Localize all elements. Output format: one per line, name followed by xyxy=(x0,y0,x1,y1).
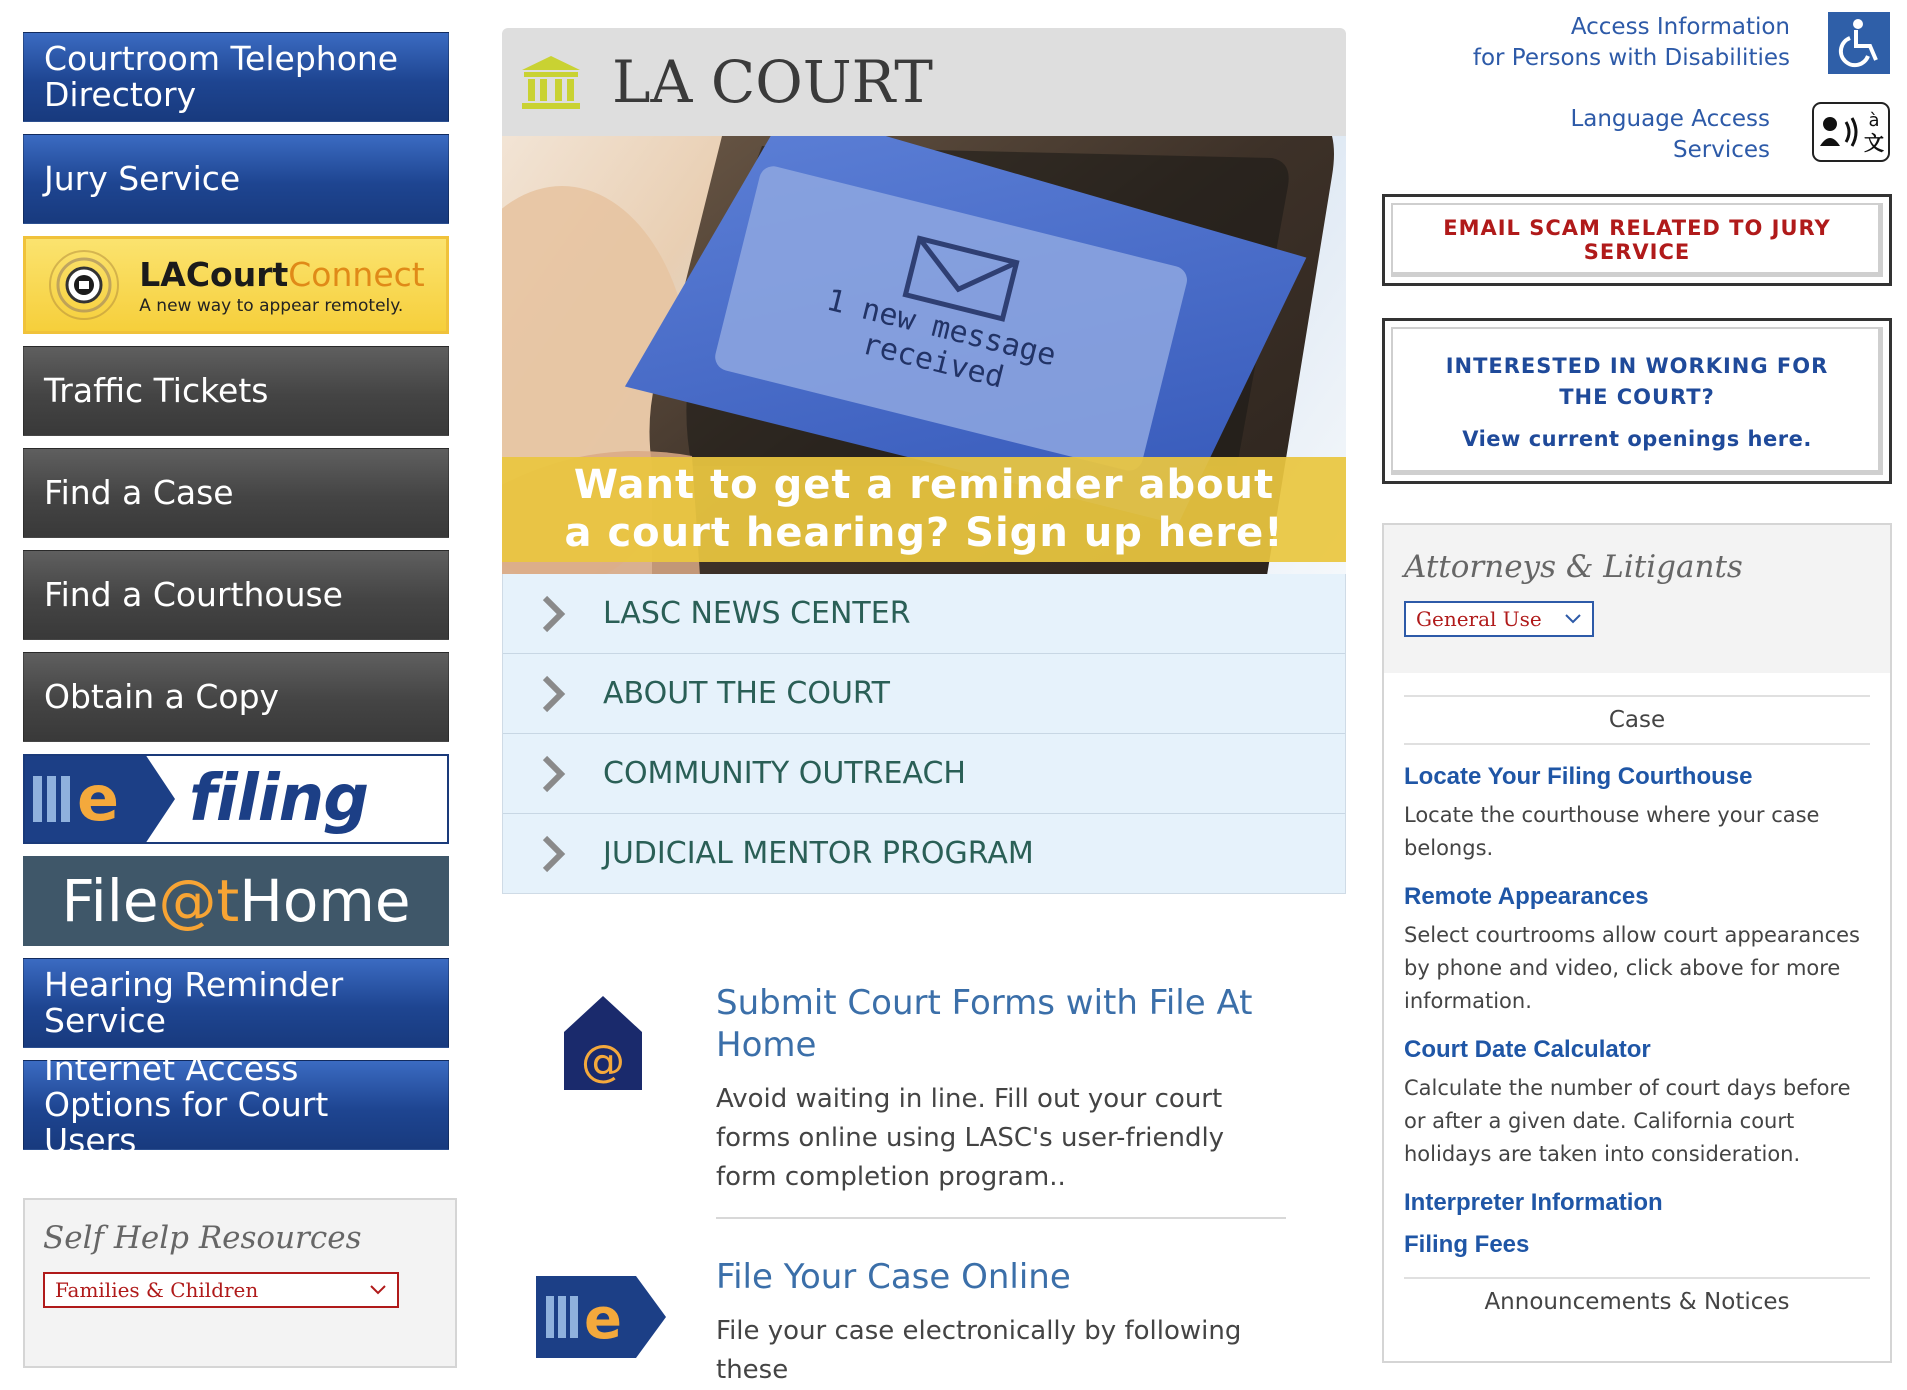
link-remote-appearances[interactable]: Remote Appearances xyxy=(1404,883,1649,910)
svg-text:e: e xyxy=(77,762,120,835)
nav-find-a-courthouse[interactable] xyxy=(23,550,449,640)
menu-item-label: ABOUT THE COURT xyxy=(603,676,890,711)
section-heading-announcements: Announcements & Notices xyxy=(1484,1289,1790,1315)
nav-label: Traffic Tickets xyxy=(44,371,269,410)
nav-label: Hearing Reminder Service xyxy=(44,965,344,1040)
feature-divider xyxy=(716,1217,1286,1219)
desc-remote-appearances: Select courtrooms allow court appearances by phone and video, click above for more information. xyxy=(1404,923,1860,1013)
svg-text:e: e xyxy=(584,1287,622,1352)
feature-title-file-at-home[interactable]: Submit Court Forms with File At Home xyxy=(716,983,1253,1065)
self-help-resources-panel xyxy=(23,1198,457,1368)
nav-label: Courtroom Telephone Directory xyxy=(44,39,399,114)
svg-text:文: 文 xyxy=(1864,131,1884,155)
feature-title-efiling[interactable]: File Your Case Online xyxy=(716,1257,1071,1297)
lacourtconnect-title xyxy=(139,255,424,294)
scam-alert-text: EMAIL SCAM RELATED TO JURY SERVICE xyxy=(1443,216,1831,264)
nav-label: Obtain a Copy xyxy=(44,677,280,716)
center-menu xyxy=(502,574,1346,894)
jobs-heading: INTERESTED IN WORKING FOR THE COURT? xyxy=(1445,354,1829,409)
disabilities-line-2: for Persons with Disabilities xyxy=(1472,45,1790,71)
file-at-home-logo-link[interactable] xyxy=(23,856,449,946)
nav-label: Find a Case xyxy=(44,473,234,512)
nav-label: Jury Service xyxy=(44,159,241,198)
nav-find-a-case[interactable] xyxy=(23,448,449,538)
menu-item-label: LASC NEWS CENTER xyxy=(603,596,911,631)
banner-line-2: a court hearing? Sign up here! xyxy=(564,510,1284,556)
chevron-right-icon xyxy=(503,834,603,874)
attorneys-title: Attorneys & Litigants xyxy=(1404,549,1743,585)
lacourtconnect-brand-accent: Connect xyxy=(288,254,425,294)
menu-item-community-outreach[interactable] xyxy=(503,734,1345,814)
chevron-down-icon xyxy=(1564,613,1582,625)
efiling-logo-link[interactable] xyxy=(23,754,449,844)
chevron-right-icon xyxy=(503,594,603,634)
scam-alert-link[interactable] xyxy=(1391,203,1883,277)
self-help-selected: Families & Children xyxy=(55,1278,259,1302)
efiling-small-icon xyxy=(536,1276,666,1358)
language-access-link[interactable] xyxy=(1520,104,1770,166)
link-filing-fees[interactable]: Filing Fees xyxy=(1404,1231,1530,1258)
file-at-home-part2: Home xyxy=(239,867,411,935)
wheelchair-icon[interactable] xyxy=(1828,12,1890,74)
menu-item-label: JUDICIAL MENTOR PROGRAM xyxy=(603,836,1034,871)
file-at-home-at: @t xyxy=(158,867,240,935)
hero-reminder-banner[interactable] xyxy=(502,136,1346,574)
nav-label: Find a Courthouse xyxy=(44,575,343,614)
lacourtconnect-brand-bold: LACourt xyxy=(139,254,289,294)
jobs-link[interactable] xyxy=(1391,327,1883,475)
attorneys-selected: General Use xyxy=(1416,607,1542,631)
file-at-home-part1: File xyxy=(61,867,159,935)
desc-court-date-calculator: Calculate the number of court days before or after a given date. California court holidays are taken into consideration. xyxy=(1404,1076,1851,1166)
link-court-date-calculator[interactable]: Court Date Calculator xyxy=(1404,1036,1651,1063)
chevron-right-icon xyxy=(503,674,603,714)
site-header xyxy=(502,28,1346,136)
banner-line-1: Want to get a reminder about xyxy=(573,462,1275,508)
attorneys-dropdown[interactable] xyxy=(1404,601,1594,637)
attorneys-panel-body xyxy=(1384,695,1890,1325)
scam-alert-box xyxy=(1382,194,1892,286)
lacourtconnect-logo-link[interactable] xyxy=(23,236,449,334)
nav-jury-service[interactable] xyxy=(23,134,449,224)
attorneys-litigants-panel xyxy=(1382,523,1892,1363)
nav-hearing-reminder-service[interactable] xyxy=(23,958,449,1048)
jobs-openings-link[interactable]: View current openings here. xyxy=(1462,427,1812,451)
feature-body-efiling: File your case electronically by following these xyxy=(716,1316,1242,1385)
courthouse-icon xyxy=(518,52,584,112)
efiling-logo-icon xyxy=(25,754,175,844)
feature-body-file-at-home: Avoid waiting in line. Fill out your court forms online using LASC's user-friendly form completion program.. xyxy=(716,1084,1225,1192)
menu-item-lasc-news-center[interactable] xyxy=(503,574,1345,654)
left-navigation xyxy=(23,32,449,1162)
lacourtconnect-tagline: A new way to appear remotely. xyxy=(139,295,404,316)
phone-message-text: 1 new message received xyxy=(823,282,1060,396)
desc-locate-filing-courthouse: Locate the courthouse where your case belongs. xyxy=(1404,803,1820,860)
self-help-dropdown[interactable] xyxy=(43,1272,399,1308)
menu-item-about-the-court[interactable] xyxy=(503,654,1345,734)
house-at-icon xyxy=(560,992,646,1092)
svg-text:à: à xyxy=(1868,110,1880,131)
chevron-down-icon xyxy=(369,1284,387,1296)
nav-traffic-tickets[interactable] xyxy=(23,346,449,436)
section-heading-case: Case xyxy=(1608,707,1666,733)
disabilities-line-1: Access Information xyxy=(1570,14,1790,40)
lacourtconnect-text xyxy=(139,255,424,316)
jobs-box xyxy=(1382,318,1892,484)
efiling-wordmark: filing xyxy=(189,762,369,836)
language-line-2: Services xyxy=(1673,137,1770,163)
nav-internet-access-options[interactable] xyxy=(23,1049,449,1160)
chevron-right-icon xyxy=(503,754,603,794)
self-help-title: Self Help Resources xyxy=(43,1220,362,1256)
attorneys-panel-header xyxy=(1384,525,1890,673)
language-line-1: Language Access xyxy=(1570,106,1770,132)
nav-courtroom-telephone-directory[interactable] xyxy=(23,32,449,122)
menu-item-label: COMMUNITY OUTREACH xyxy=(603,756,966,791)
disabilities-access-link[interactable] xyxy=(1460,12,1790,74)
menu-item-judicial-mentor-program[interactable] xyxy=(503,814,1345,893)
link-interpreter-information[interactable]: Interpreter Information xyxy=(1404,1189,1663,1216)
language-icon[interactable] xyxy=(1812,102,1890,162)
lacourtconnect-icon xyxy=(47,248,121,322)
site-title: LA COURT xyxy=(612,48,933,116)
nav-obtain-a-copy[interactable] xyxy=(23,652,449,742)
section-divider xyxy=(1404,743,1870,745)
reminder-signup-banner[interactable] xyxy=(502,457,1346,562)
nav-label: Internet Access Options for Court Users xyxy=(44,1049,329,1160)
svg-text:@: @ xyxy=(581,1036,625,1087)
center-column xyxy=(502,28,1346,894)
link-locate-filing-courthouse[interactable]: Locate Your Filing Courthouse xyxy=(1404,763,1753,790)
